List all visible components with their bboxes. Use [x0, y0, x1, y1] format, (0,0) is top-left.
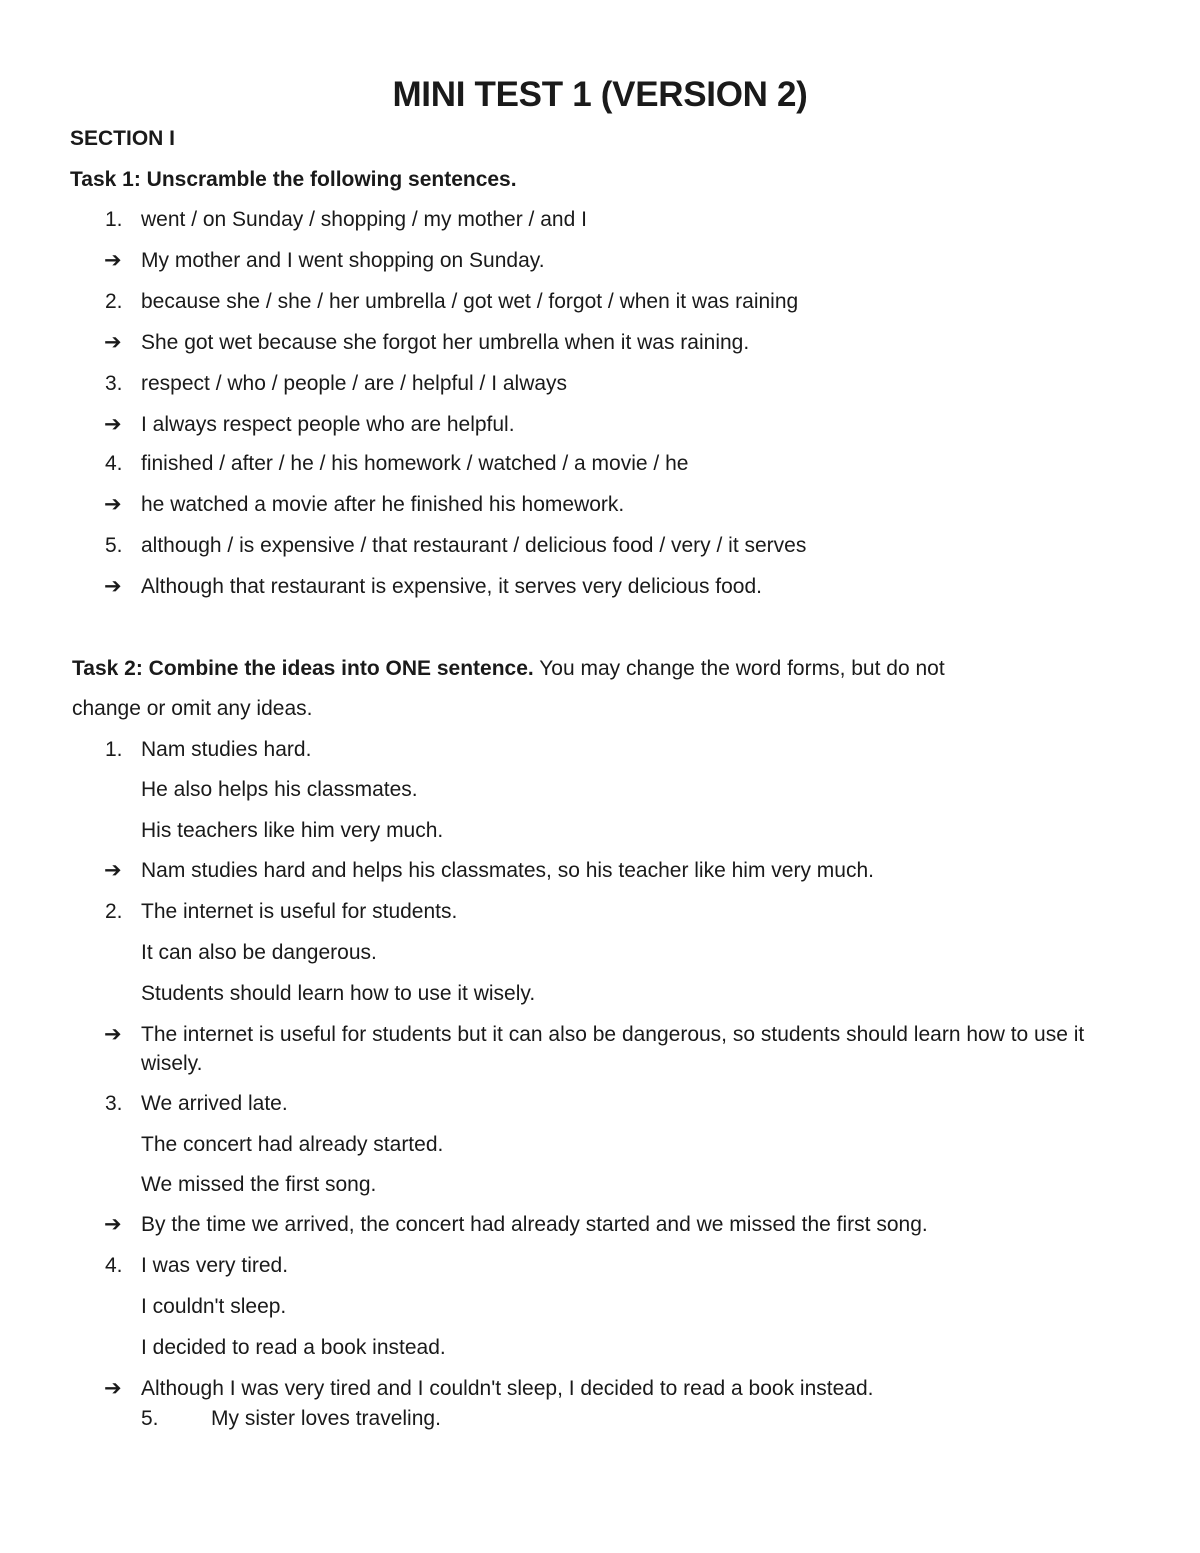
arrow-icon: ➔ [104, 331, 122, 354]
task2-item-4-answer: Although I was very tired and I couldn't sleep, I decided to read a book instead. [141, 1377, 874, 1400]
task2-item-2-number: 2. [105, 900, 123, 923]
task2-item-1-line-3: His teachers like him very much. [141, 819, 444, 842]
task2-item-5-number: 5. [141, 1407, 159, 1430]
task2-item-4-line-1: I was very tired. [141, 1254, 289, 1277]
task1-item-1-answer: My mother and I went shopping on Sunday. [141, 249, 545, 272]
task2-heading [72, 656, 945, 682]
task2-heading-rest: You may change the word forms, but do not [533, 657, 945, 680]
task2-item-3-number: 3. [105, 1092, 123, 1115]
task2-item-1-line-2: He also helps his classmates. [141, 778, 418, 801]
arrow-icon: ➔ [104, 249, 122, 272]
arrow-icon: ➔ [104, 413, 122, 436]
task2-item-2-answer: The internet is useful for students but it can also be dangerous, so students should learn how to use it wisely. [141, 1023, 1085, 1075]
task1-item-5-number: 5. [105, 534, 123, 557]
arrow-icon: ➔ [104, 493, 122, 516]
arrow-icon: ➔ [104, 1023, 122, 1046]
task1-item-4-answer: he watched a movie after he finished his homework. [141, 493, 625, 516]
task2-item-3-line-1: We arrived late. [141, 1092, 288, 1115]
task1-heading: Task 1: Unscramble the following sentences. [70, 168, 517, 191]
task1-item-4-prompt: finished / after / he / his homework / watched / a movie / he [141, 452, 689, 475]
task2-item-1-line-1: Nam studies hard. [141, 738, 312, 761]
task2-heading-line2: change or omit any ideas. [72, 697, 313, 720]
task2-heading-bold: Task 2: Combine the ideas into ONE sentence. [72, 657, 534, 680]
task2-item-3-line-3: We missed the first song. [141, 1173, 377, 1196]
task1-item-2-prompt: because she / she / her umbrella / got wet / forgot / when it was raining [141, 290, 799, 313]
task1-item-2-number: 2. [105, 290, 123, 313]
task2-item-1-answer: Nam studies hard and helps his classmates, so his teacher like him very much. [141, 859, 874, 882]
task2-item-5-text: My sister loves traveling. [211, 1407, 441, 1430]
task2-item-2-line-3: Students should learn how to use it wisely. [141, 982, 536, 1005]
task2-item-4-line-3: I decided to read a book instead. [141, 1336, 446, 1359]
arrow-icon: ➔ [104, 1377, 122, 1400]
task2-item-4-number: 4. [105, 1254, 123, 1277]
task1-item-2-answer: She got wet because she forgot her umbrella when it was raining. [141, 331, 750, 354]
page-title: MINI TEST 1 (VERSION 2) [392, 75, 808, 114]
task2-item-3-line-2: The concert had already started. [141, 1133, 444, 1156]
task1-item-5-answer: Although that restaurant is expensive, it serves very delicious food. [141, 575, 762, 598]
arrow-icon: ➔ [104, 575, 122, 598]
task2-item-3-answer: By the time we arrived, the concert had already started and we missed the first song. [141, 1213, 928, 1236]
task2-item-2-line-2: It can also be dangerous. [141, 941, 377, 964]
task1-item-3-prompt: respect / who / people / are / helpful / I always [141, 372, 568, 395]
task1-item-1-prompt: went / on Sunday / shopping / my mother / and I [141, 208, 587, 231]
task1-item-3-answer: I always respect people who are helpful. [141, 413, 515, 436]
arrow-icon: ➔ [104, 1213, 122, 1236]
task2-item-2-line-1: The internet is useful for students. [141, 900, 458, 923]
task1-item-5-prompt: although / is expensive / that restaurant / delicious food / very / it serves [141, 534, 807, 557]
task1-item-3-number: 3. [105, 372, 123, 395]
task1-item-1-number: 1. [105, 208, 123, 231]
task1-item-4-number: 4. [105, 452, 123, 475]
section-heading: SECTION I [70, 127, 176, 150]
arrow-icon: ➔ [104, 859, 122, 882]
task2-item-4-line-2: I couldn't sleep. [141, 1295, 287, 1318]
task2-item-1-number: 1. [105, 738, 123, 761]
